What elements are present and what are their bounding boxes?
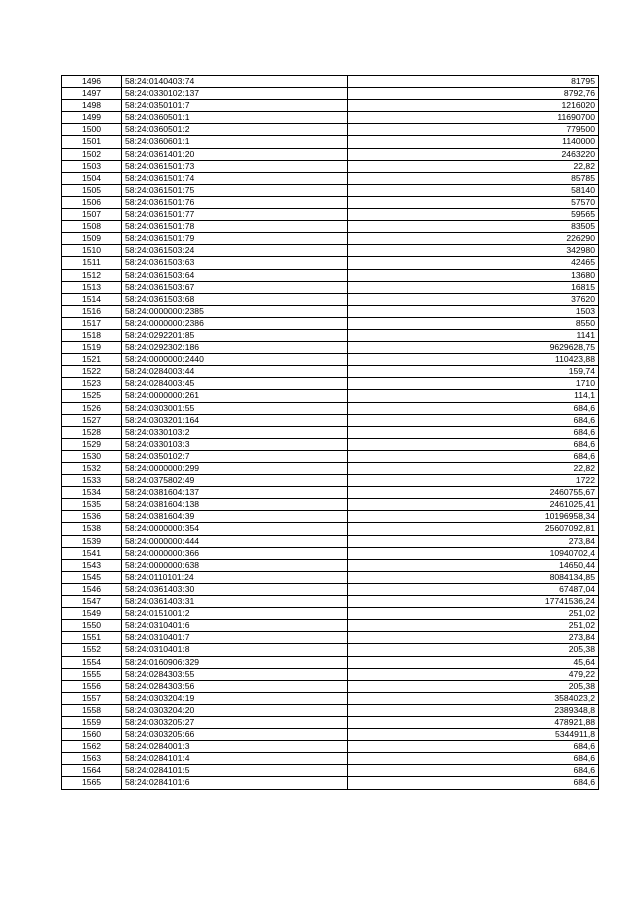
cadastral-number-cell: 58:24:0361403:31 xyxy=(122,596,348,608)
value-cell: 58140 xyxy=(348,184,599,196)
value-cell: 159,74 xyxy=(348,366,599,378)
table-row xyxy=(62,523,599,535)
value-cell: 684,6 xyxy=(348,438,599,450)
cadastral-number-cell: 58:24:0303204:20 xyxy=(122,704,348,716)
cadastral-number-cell: 58:24:0284101:6 xyxy=(122,777,348,789)
table-row xyxy=(62,668,599,680)
row-number-cell: 1541 xyxy=(62,547,122,559)
value-cell: 1503 xyxy=(348,305,599,317)
row-number-cell: 1559 xyxy=(62,716,122,728)
table-row xyxy=(62,644,599,656)
row-number-cell: 1555 xyxy=(62,668,122,680)
value-cell: 2461025,41 xyxy=(348,499,599,511)
value-cell: 9629628,75 xyxy=(348,342,599,354)
row-number-cell: 1517 xyxy=(62,317,122,329)
row-number-cell: 1499 xyxy=(62,112,122,124)
row-number-cell: 1533 xyxy=(62,475,122,487)
row-number-cell: 1525 xyxy=(62,390,122,402)
table-row xyxy=(62,692,599,704)
value-cell: 13680 xyxy=(348,269,599,281)
value-cell: 10940702,4 xyxy=(348,547,599,559)
cadastral-number-cell: 58:24:0360601:1 xyxy=(122,136,348,148)
value-cell: 779500 xyxy=(348,124,599,136)
row-number-cell: 1506 xyxy=(62,196,122,208)
value-cell: 59565 xyxy=(348,209,599,221)
cadastral-number-cell: 58:24:0361503:64 xyxy=(122,269,348,281)
value-cell: 8792,76 xyxy=(348,88,599,100)
row-number-cell: 1496 xyxy=(62,76,122,88)
cadastral-number-cell: 58:24:0000000:2440 xyxy=(122,354,348,366)
row-number-cell: 1513 xyxy=(62,281,122,293)
row-number-cell: 1543 xyxy=(62,559,122,571)
table-row xyxy=(62,741,599,753)
row-number-cell: 1554 xyxy=(62,656,122,668)
cadastral-number-cell: 58:24:0000000:2385 xyxy=(122,305,348,317)
row-number-cell: 1547 xyxy=(62,596,122,608)
table-row xyxy=(62,366,599,378)
cadastral-values-table xyxy=(61,75,599,790)
row-number-cell: 1522 xyxy=(62,366,122,378)
row-number-cell: 1500 xyxy=(62,124,122,136)
table-row xyxy=(62,76,599,88)
cadastral-number-cell: 58:24:0381604:137 xyxy=(122,487,348,499)
value-cell: 16815 xyxy=(348,281,599,293)
table-row xyxy=(62,559,599,571)
table-row xyxy=(62,342,599,354)
cadastral-number-cell: 58:24:0375802:49 xyxy=(122,475,348,487)
row-number-cell: 1521 xyxy=(62,354,122,366)
value-cell: 110423,88 xyxy=(348,354,599,366)
table-row xyxy=(62,680,599,692)
cadastral-number-cell: 58:24:0000000:354 xyxy=(122,523,348,535)
cadastral-number-cell: 58:24:0303205:66 xyxy=(122,729,348,741)
row-number-cell: 1498 xyxy=(62,100,122,112)
cadastral-number-cell: 58:24:0361503:63 xyxy=(122,257,348,269)
cadastral-number-cell: 58:24:0330102:137 xyxy=(122,88,348,100)
row-number-cell: 1546 xyxy=(62,583,122,595)
value-cell: 8550 xyxy=(348,317,599,329)
value-cell: 83505 xyxy=(348,221,599,233)
value-cell: 67487,04 xyxy=(348,583,599,595)
table-row xyxy=(62,88,599,100)
row-number-cell: 1501 xyxy=(62,136,122,148)
value-cell: 684,6 xyxy=(348,765,599,777)
value-cell: 1140000 xyxy=(348,136,599,148)
row-number-cell: 1514 xyxy=(62,293,122,305)
cadastral-number-cell: 58:24:0361403:30 xyxy=(122,583,348,595)
cadastral-number-cell: 58:24:0000000:366 xyxy=(122,547,348,559)
row-number-cell: 1510 xyxy=(62,245,122,257)
cadastral-number-cell: 58:24:0330103:3 xyxy=(122,438,348,450)
table-row xyxy=(62,414,599,426)
table-row xyxy=(62,172,599,184)
table-row xyxy=(62,317,599,329)
row-number-cell: 1516 xyxy=(62,305,122,317)
table-row xyxy=(62,390,599,402)
table-row xyxy=(62,765,599,777)
value-cell: 14650,44 xyxy=(348,559,599,571)
cadastral-number-cell: 58:24:0000000:444 xyxy=(122,535,348,547)
row-number-cell: 1497 xyxy=(62,88,122,100)
cadastral-number-cell: 58:24:0284101:5 xyxy=(122,765,348,777)
row-number-cell: 1551 xyxy=(62,632,122,644)
value-cell: 251,02 xyxy=(348,620,599,632)
table-row xyxy=(62,209,599,221)
value-cell: 684,6 xyxy=(348,741,599,753)
value-cell: 5344911,8 xyxy=(348,729,599,741)
table-row xyxy=(62,148,599,160)
table-row xyxy=(62,257,599,269)
value-cell: 273,84 xyxy=(348,535,599,547)
value-cell: 42465 xyxy=(348,257,599,269)
row-number-cell: 1545 xyxy=(62,571,122,583)
cadastral-number-cell: 58:24:0360501:2 xyxy=(122,124,348,136)
row-number-cell: 1505 xyxy=(62,184,122,196)
table-row xyxy=(62,124,599,136)
cadastral-number-cell: 58:24:0160906:329 xyxy=(122,656,348,668)
table-row xyxy=(62,704,599,716)
cadastral-number-cell: 58:24:0310401:8 xyxy=(122,644,348,656)
row-number-cell: 1565 xyxy=(62,777,122,789)
cadastral-number-cell: 58:24:0361501:76 xyxy=(122,196,348,208)
row-number-cell: 1503 xyxy=(62,160,122,172)
table-row xyxy=(62,450,599,462)
cadastral-number-cell: 58:24:0361501:78 xyxy=(122,221,348,233)
table-row xyxy=(62,716,599,728)
table-row xyxy=(62,547,599,559)
value-cell: 205,38 xyxy=(348,644,599,656)
value-cell: 8084134,85 xyxy=(348,571,599,583)
table-body xyxy=(62,76,599,790)
cadastral-number-cell: 58:24:0361503:68 xyxy=(122,293,348,305)
row-number-cell: 1530 xyxy=(62,450,122,462)
table-row xyxy=(62,293,599,305)
cadastral-number-cell: 58:24:0361503:67 xyxy=(122,281,348,293)
cadastral-number-cell: 58:24:0303001:55 xyxy=(122,402,348,414)
row-number-cell: 1528 xyxy=(62,426,122,438)
value-cell: 81795 xyxy=(348,76,599,88)
row-number-cell: 1535 xyxy=(62,499,122,511)
table-row xyxy=(62,305,599,317)
table-row xyxy=(62,378,599,390)
table-row xyxy=(62,100,599,112)
table-row xyxy=(62,656,599,668)
value-cell: 342980 xyxy=(348,245,599,257)
row-number-cell: 1509 xyxy=(62,233,122,245)
table-row xyxy=(62,583,599,595)
cadastral-number-cell: 58:24:0361501:75 xyxy=(122,184,348,196)
row-number-cell: 1523 xyxy=(62,378,122,390)
cadastral-number-cell: 58:24:0330103:2 xyxy=(122,426,348,438)
value-cell: 479,22 xyxy=(348,668,599,680)
cadastral-number-cell: 58:24:0360501:1 xyxy=(122,112,348,124)
row-number-cell: 1539 xyxy=(62,535,122,547)
table-row xyxy=(62,184,599,196)
table-row xyxy=(62,777,599,789)
table-row xyxy=(62,729,599,741)
table-row xyxy=(62,136,599,148)
cadastral-number-cell: 58:24:0000000:2386 xyxy=(122,317,348,329)
table-row xyxy=(62,233,599,245)
row-number-cell: 1560 xyxy=(62,729,122,741)
cadastral-number-cell: 58:24:0350101:7 xyxy=(122,100,348,112)
row-number-cell: 1557 xyxy=(62,692,122,704)
value-cell: 1216020 xyxy=(348,100,599,112)
row-number-cell: 1532 xyxy=(62,463,122,475)
value-cell: 2463220 xyxy=(348,148,599,160)
cadastral-number-cell: 58:24:0000000:299 xyxy=(122,463,348,475)
cadastral-number-cell: 58:24:0310401:6 xyxy=(122,620,348,632)
table-row xyxy=(62,632,599,644)
row-number-cell: 1511 xyxy=(62,257,122,269)
row-number-cell: 1563 xyxy=(62,753,122,765)
row-number-cell: 1550 xyxy=(62,620,122,632)
table-row xyxy=(62,511,599,523)
value-cell: 22,82 xyxy=(348,160,599,172)
value-cell: 273,84 xyxy=(348,632,599,644)
cadastral-number-cell: 58:24:0151001:2 xyxy=(122,608,348,620)
row-number-cell: 1527 xyxy=(62,414,122,426)
cadastral-number-cell: 58:24:0284101:4 xyxy=(122,753,348,765)
table-row xyxy=(62,196,599,208)
table-row xyxy=(62,753,599,765)
value-cell: 45,64 xyxy=(348,656,599,668)
value-cell: 1710 xyxy=(348,378,599,390)
cadastral-number-cell: 58:24:0284001:3 xyxy=(122,741,348,753)
cadastral-number-cell: 58:24:0361501:73 xyxy=(122,160,348,172)
value-cell: 205,38 xyxy=(348,680,599,692)
cadastral-number-cell: 58:24:0303205:27 xyxy=(122,716,348,728)
table-row xyxy=(62,463,599,475)
value-cell: 37620 xyxy=(348,293,599,305)
value-cell: 1722 xyxy=(348,475,599,487)
table-row xyxy=(62,475,599,487)
value-cell: 684,6 xyxy=(348,426,599,438)
value-cell: 684,6 xyxy=(348,753,599,765)
cadastral-number-cell: 58:24:0284003:45 xyxy=(122,378,348,390)
row-number-cell: 1556 xyxy=(62,680,122,692)
cadastral-number-cell: 58:24:0361503:24 xyxy=(122,245,348,257)
table-row xyxy=(62,281,599,293)
cadastral-number-cell: 58:24:0000000:261 xyxy=(122,390,348,402)
cadastral-number-cell: 58:24:0303204:19 xyxy=(122,692,348,704)
row-number-cell: 1512 xyxy=(62,269,122,281)
row-number-cell: 1549 xyxy=(62,608,122,620)
value-cell: 2389348,8 xyxy=(348,704,599,716)
row-number-cell: 1562 xyxy=(62,741,122,753)
table-row xyxy=(62,269,599,281)
value-cell: 11690700 xyxy=(348,112,599,124)
value-cell: 17741536,24 xyxy=(348,596,599,608)
value-cell: 226290 xyxy=(348,233,599,245)
value-cell: 1141 xyxy=(348,329,599,341)
table-row xyxy=(62,112,599,124)
cadastral-number-cell: 58:24:0292201:85 xyxy=(122,329,348,341)
table-row xyxy=(62,354,599,366)
row-number-cell: 1552 xyxy=(62,644,122,656)
row-number-cell: 1538 xyxy=(62,523,122,535)
cadastral-number-cell: 58:24:0381604:39 xyxy=(122,511,348,523)
row-number-cell: 1508 xyxy=(62,221,122,233)
cadastral-number-cell: 58:24:0361401:20 xyxy=(122,148,348,160)
row-number-cell: 1526 xyxy=(62,402,122,414)
table-row xyxy=(62,402,599,414)
cadastral-number-cell: 58:24:0361501:77 xyxy=(122,209,348,221)
value-cell: 251,02 xyxy=(348,608,599,620)
cadastral-number-cell: 58:24:0303201:164 xyxy=(122,414,348,426)
row-number-cell: 1558 xyxy=(62,704,122,716)
cadastral-number-cell: 58:24:0361501:74 xyxy=(122,172,348,184)
cadastral-number-cell: 58:24:0140403:74 xyxy=(122,76,348,88)
row-number-cell: 1534 xyxy=(62,487,122,499)
table-row xyxy=(62,499,599,511)
table-row xyxy=(62,571,599,583)
cadastral-number-cell: 58:24:0000000:638 xyxy=(122,559,348,571)
row-number-cell: 1518 xyxy=(62,329,122,341)
row-number-cell: 1529 xyxy=(62,438,122,450)
cadastral-number-cell: 58:24:0284003:44 xyxy=(122,366,348,378)
cadastral-number-cell: 58:24:0292302:186 xyxy=(122,342,348,354)
value-cell: 684,6 xyxy=(348,450,599,462)
row-number-cell: 1502 xyxy=(62,148,122,160)
cadastral-number-cell: 58:24:0310401:7 xyxy=(122,632,348,644)
value-cell: 684,6 xyxy=(348,777,599,789)
value-cell: 10196958,34 xyxy=(348,511,599,523)
cadastral-number-cell: 58:24:0381604:138 xyxy=(122,499,348,511)
value-cell: 114,1 xyxy=(348,390,599,402)
table-row xyxy=(62,487,599,499)
table-row xyxy=(62,160,599,172)
cadastral-number-cell: 58:24:0110101:24 xyxy=(122,571,348,583)
cadastral-number-cell: 58:24:0361501:79 xyxy=(122,233,348,245)
row-number-cell: 1536 xyxy=(62,511,122,523)
value-cell: 684,6 xyxy=(348,414,599,426)
value-cell: 25607092,81 xyxy=(348,523,599,535)
table-row xyxy=(62,608,599,620)
table-row xyxy=(62,535,599,547)
cadastral-number-cell: 58:24:0284303:56 xyxy=(122,680,348,692)
value-cell: 22,82 xyxy=(348,463,599,475)
table-row xyxy=(62,620,599,632)
row-number-cell: 1504 xyxy=(62,172,122,184)
table-row xyxy=(62,426,599,438)
value-cell: 478921,88 xyxy=(348,716,599,728)
value-cell: 57570 xyxy=(348,196,599,208)
value-cell: 3584023,2 xyxy=(348,692,599,704)
table-row xyxy=(62,245,599,257)
row-number-cell: 1507 xyxy=(62,209,122,221)
table-row xyxy=(62,438,599,450)
value-cell: 85785 xyxy=(348,172,599,184)
value-cell: 2460755,67 xyxy=(348,487,599,499)
table-row xyxy=(62,596,599,608)
value-cell: 684,6 xyxy=(348,402,599,414)
cadastral-number-cell: 58:24:0284303:55 xyxy=(122,668,348,680)
cadastral-number-cell: 58:24:0350102:7 xyxy=(122,450,348,462)
row-number-cell: 1519 xyxy=(62,342,122,354)
table-row xyxy=(62,221,599,233)
table-row xyxy=(62,329,599,341)
row-number-cell: 1564 xyxy=(62,765,122,777)
